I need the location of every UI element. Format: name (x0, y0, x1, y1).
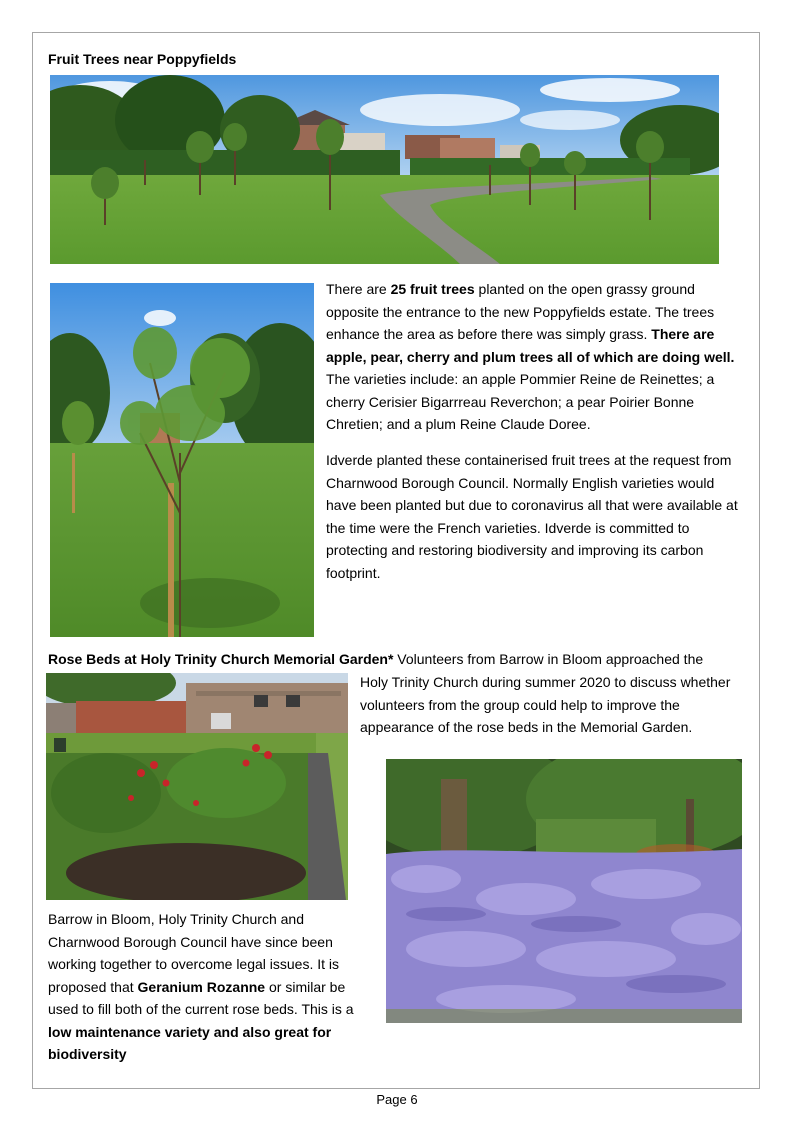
geranium-bed-photo (386, 759, 742, 1023)
page-number: Page 6 (376, 1092, 418, 1107)
park-panorama-photo (50, 75, 719, 264)
rose-beds-intro: Holy Trinity Church during summer 2020 to discuss whether volunteers from the group could help to improve the appearance of the rose beds in the Memorial Garden. (360, 674, 731, 735)
section-heading-fruit-trees: Fruit Trees near Poppyfields (48, 51, 237, 67)
young-fruit-tree-photo (50, 283, 314, 637)
rose-bed-church-photo (46, 673, 348, 900)
rose-beds-heading-line: Rose Beds at Holy Trinity Church Memorial Garden* Volunteers from Barrow in Bloom approached the (48, 651, 704, 667)
section-heading-rose-beds: Rose Beds at Holy Trinity Church Memorial Garden* (48, 651, 394, 667)
fruit-trees-paragraph-2: Idverde planted these containerised fruit trees at the request from Charnwood Borough Council. Normally English varieties would have been planted but due to coronavirus all that were available at the time were the French varieties. Idverde is committed to protecting and restoring biodiversity and improving its carbon footprint. (326, 452, 738, 581)
rose-beds-paragraph-2: Barrow in Bloom, Holy Trinity Church and Charnwood Borough Council have since been working together to overcome legal issues. It is proposed that Geranium Rozanne or similar be used to fill both of the current rose beds. This is a low maintenance variety and also great for biodiversity (48, 911, 354, 1062)
fruit-trees-paragraph-1: There are 25 fruit trees planted on the open grassy ground opposite the entrance to the new Poppyfields estate. The trees enhance the area as before there was simply grass. There are apple, pear, cherry and plum trees all of which are doing well. The varieties include: an apple Pommier Reine de Reinettes; a cherry Cerisier Bigarrreau Reverchon; a pear Poirier Bonne Chretien; and a plum Reine Claude Doree. (326, 281, 735, 432)
